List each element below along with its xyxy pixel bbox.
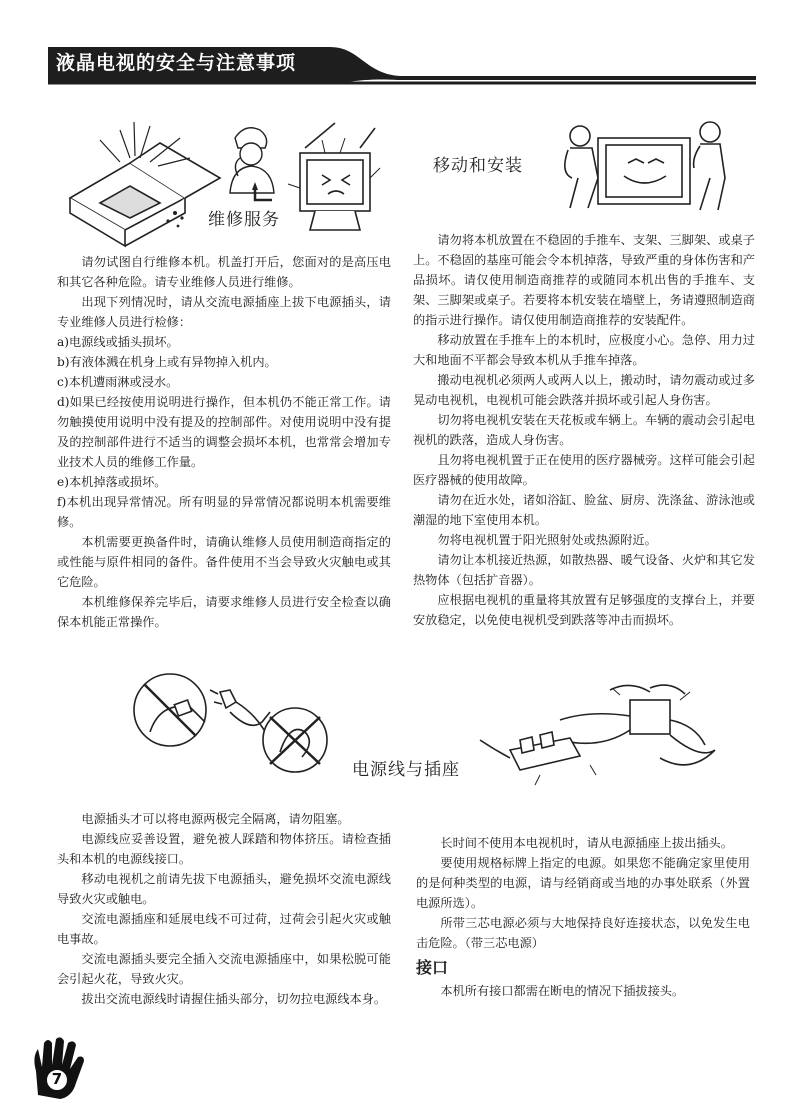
power-paragraph: 电源插头才可以将电源两极完全隔离，请勿阻塞。 <box>81 812 350 826</box>
install-illustration <box>560 118 730 214</box>
power-right-text <box>416 833 750 1001</box>
repair-list-item: f)本机出现异常情况。所有明显的异常情况都说明本机需要维修。 <box>57 495 391 529</box>
repair-list-item: e)本机掉落或损坏。 <box>57 475 167 489</box>
interface-section-title: 接口 <box>416 958 449 977</box>
repair-section-title: 维修服务 <box>208 210 280 230</box>
power-plug-illustration <box>130 662 340 782</box>
install-paragraph: 移动放置在手推车上的本机时，应极度小心。急停、用力过大和地面不平都会导致本机从手推车掉落。 <box>413 333 755 367</box>
repair-list-item: d)如果已经按使用说明进行操作，但本机仍不能正常工作。请勿触摸使用说明中没有提及的控制部件。对使用说明中没有提及的控制部件进行不适当的调整会损坏本机，也常常会增加专业技术人员的维修工作量。 <box>57 395 391 469</box>
install-text <box>413 230 755 630</box>
power-paragraph: 所带三芯电源必须与大地保持良好连接状态，以免发生电击危险。（带三芯电源） <box>416 916 750 950</box>
power-paragraph: 交流电源插座和延展电线不可过荷，过荷会引起火灾或触电事故。 <box>57 912 391 946</box>
install-paragraph: 请勿将本机放置在不稳固的手推车、支架、三脚架、或桌子上。不稳固的基座可能会令本机掉落，导致严重的身体伤害和产品损坏。请仅使用制造商推荐的或随同本机出售的手推车、支架、三脚架或桌子。若要将本机安装在墙壁上，务请遵照制造商的指示进行操作。请仅使用制造商推荐的安装配件。 <box>413 233 755 327</box>
power-left-text <box>57 809 391 1009</box>
power-paragraph: 交流电源插头要完全插入交流电源插座中，如果松脱可能会引起火花，导致火灾。 <box>57 952 391 986</box>
repair-paragraph: 出现下列情况时，请从交流电源插座上拔下电源插头，请专业维修人员进行检修： <box>57 295 391 329</box>
repair-list-item: b)有液体溅在机身上或有异物掉入机内。 <box>57 355 277 369</box>
install-paragraph: 搬动电视机必须两人或两人以上，搬动时，请勿震动或过多晃动电视机，电视机可能会跌落并损坏或引起人身伤害。 <box>413 373 755 407</box>
repair-list-item: c)本机遭雨淋或浸水。 <box>57 375 179 389</box>
install-section-title: 移动和安装 <box>433 156 523 176</box>
repair-text <box>57 252 391 632</box>
install-paragraph: 切勿将电视机安装在天花板或车辆上。车辆的震动会引起电视机的跌落，造成人身伤害。 <box>413 413 755 447</box>
power-section-title: 电源线与插座 <box>352 760 460 780</box>
repair-paragraph: 本机需要更换备件时，请确认维修人员使用制造商指定的或性能与原件相同的备件。备件使用不当会导致火灾触电或其它危险。 <box>57 535 391 589</box>
install-paragraph: 请勿让本机接近热源，如散热器、暖气设备、火炉和其它发热物体（包括扩音器）。 <box>413 553 755 587</box>
page-number: 7 <box>51 1070 63 1088</box>
interface-paragraph: 本机所有接口都需在断电的情况下插拔接头。 <box>440 984 685 998</box>
install-paragraph: 且勿将电视机置于正在使用的医疗器械旁。这样可能会引起医疗器械的使用故障。 <box>413 453 755 487</box>
install-paragraph: 应根据电视机的重量将其放置有足够强度的支撑台上，并要安放稳定，以免使电视机受到跌落等冲击而损坏。 <box>413 593 755 627</box>
power-strip-illustration <box>480 680 720 790</box>
power-paragraph: 移动电视机之前请先拔下电源插头，避免损坏交流电源线导致火灾或触电。 <box>57 872 391 906</box>
power-paragraph: 拔出交流电源线时请握住插头部分，切勿拉电源线本身。 <box>81 992 387 1006</box>
repair-paragraph: 请勿试图自行维修本机。机盖打开后，您面对的是高压电和其它各种危险。请专业维修人员进行维修。 <box>57 255 391 289</box>
power-paragraph: 长时间不使用本电视机时，请从电源插座上拔出插头。 <box>440 836 733 850</box>
repair-paragraph: 本机维修保养完毕后，请要求维修人员进行安全检查以确保本机能正常操作。 <box>57 595 391 629</box>
power-paragraph: 要使用规格标牌上指定的电源。如果您不能确定家里使用的是何种类型的电源，请与经销商或当地的办事处联系（外置电源所选）。 <box>416 856 750 910</box>
repair-list-item: a)电源线或插头损坏。 <box>57 335 179 349</box>
power-paragraph: 电源线应妥善设置，避免被人踩踏和物体挤压。请检查插头和本机的电源线接口。 <box>57 832 391 866</box>
install-paragraph: 请勿在近水处，诸如浴缸、脸盆、厨房、洗涤盆、游泳池或潮湿的地下室使用本机。 <box>413 493 755 527</box>
install-paragraph: 勿将电视机置于阳光照射处或热源附近。 <box>437 533 657 547</box>
hand-logo-icon <box>30 1037 88 1101</box>
page-title: 液晶电视的安全与注意事项 <box>56 52 297 74</box>
